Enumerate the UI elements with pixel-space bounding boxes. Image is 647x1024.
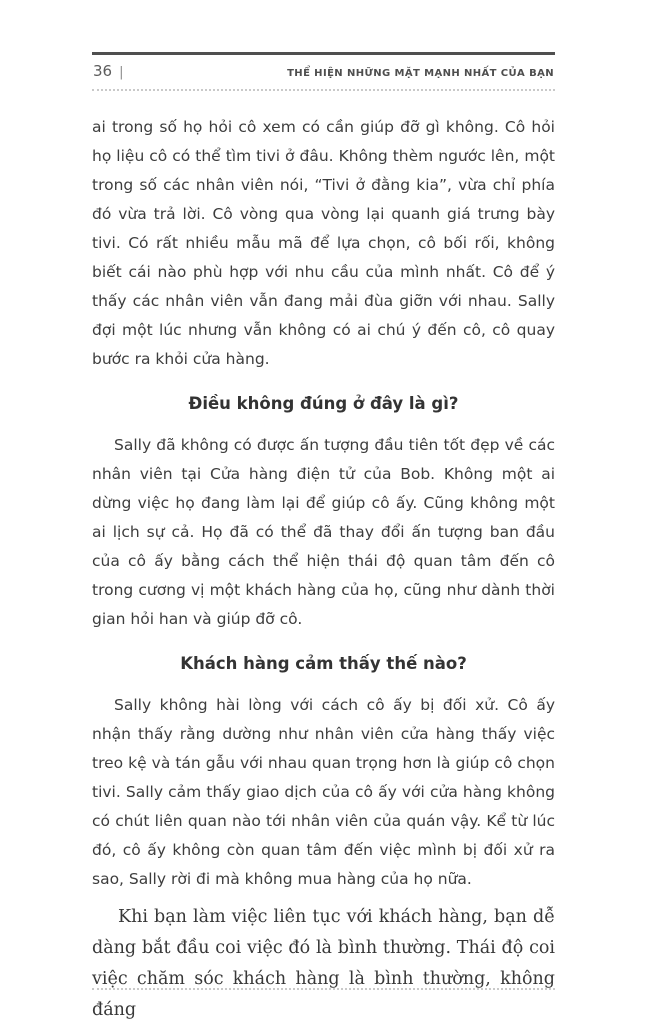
header-row [92, 55, 555, 89]
page-number: 36 [93, 62, 113, 80]
paragraph-2: Sally đã không có được ấn tượng đầu tiên tốt đẹp về các nhân viên tại Cửa hàng điện tử của Bob. Không một ai dừng việc họ đang làm lại để giúp cô ấy. Cũng không một ai lịch sự cả. Họ đã có thể đã thay đổi ấn tượng ban đầu của cô ấy bằng cách thể hiện thái độ quan tâm đến cô trong cương vị một khách hàng của họ, cũng như dành thời gian hỏi han và giúp đỡ cô. [92, 436, 555, 628]
header-dotted-divider [92, 89, 555, 91]
paragraph-4: Khi bạn làm việc liên tục với khách hàng, bạn dễ dàng bắt đầu coi việc đó là bình thường. Thái độ coi việc chăm sóc khách hàng là bình thường, không đáng [92, 907, 555, 1020]
section-heading-1: Điều không đúng ở đây là gì? [188, 394, 459, 413]
paragraph-1: ai trong số họ hỏi cô xem có cần giúp đỡ gì không. Cô hỏi họ liệu cô có thể tìm tivi ở đâu. Không thèm ngước lên, một trong số các nhân viên nói, “Tivi ở đằng kia”, vừa chỉ phía đó vừa trả lời. Cô vòng qua vòng lại quanh giá trưng bày tivi. Có rất nhiều mẫu mã để lựa chọn, cô bối rối, không biết cái nào phù hợp với nhu cầu của mình nhất. Cô để ý thấy các nhân viên vẫn đang mải đùa giỡn với nhau. Sally đợi một lúc nhưng vẫn không có ai chú ý đến cô, cô quay bước ra khỏi cửa hàng. [92, 118, 555, 368]
footer-dotted-divider [92, 988, 555, 990]
running-head: THỂ HIỆN NHỮNG MẶT MẠNH NHẤT CỦA BẠN [287, 68, 554, 79]
paragraph-3: Sally không hài lòng với cách cô ấy bị đối xử. Cô ấy nhận thấy rằng dường như nhân viên cửa hàng thấy việc treo kệ và tán gẫu với nhau quan trọng hơn là giúp cô chọn tivi. Sally cảm thấy giao dịch của cô ấy với cửa hàng không có chút liên quan nào tới nhân viên của quán vậy. Kể từ lúc đó, cô ấy không còn quan tâm đến việc mình bị đối xử ra sao, Sally rời đi mà không mua hàng của họ nữa. [92, 696, 555, 888]
page-number-separator: | [119, 65, 124, 80]
page-header [92, 52, 555, 91]
page-number-group [93, 62, 123, 80]
page-body [92, 113, 555, 1024]
section-heading-2: Khách hàng cảm thấy thế nào? [180, 654, 467, 673]
